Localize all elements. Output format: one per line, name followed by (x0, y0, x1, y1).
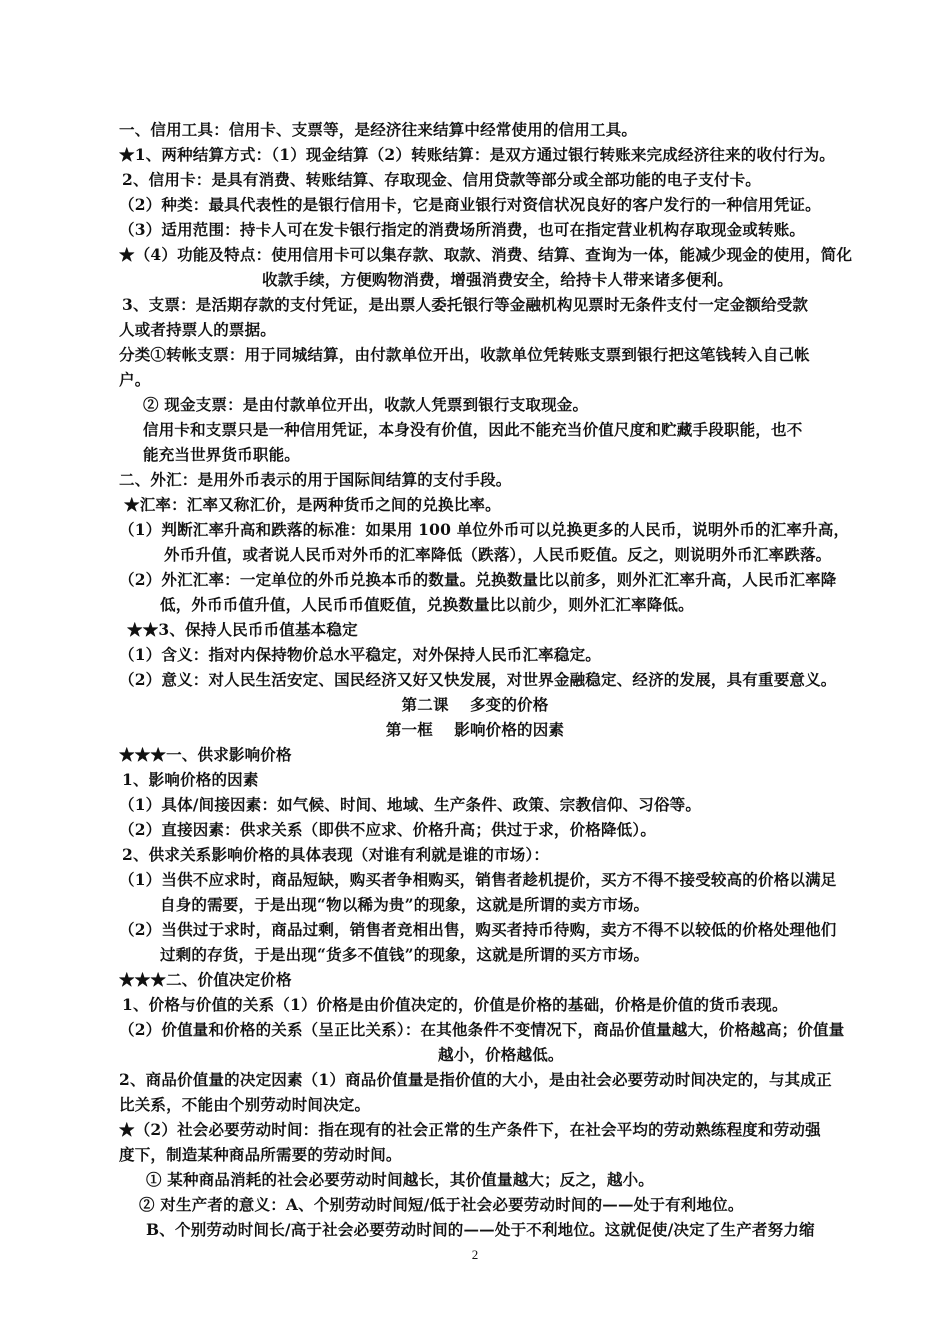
text-line-9: 人或者持票人的票据。 (119, 320, 277, 339)
text-line-17: （1）判断汇率升高和跌落的标准：如果用 100 单位外币可以兑换更多的人民币，说明外币的汇率升高， (119, 520, 850, 539)
text-line-20: 低，外币币值升值，人民币币值贬值，兑换数量比以前少，则外汇汇率降低。 (160, 595, 694, 614)
text-line-39: 2、商品价值量的决定因素（1）商品价值量是指价值的大小，是由社会必要劳动时间决定的，与其成正 (119, 1070, 832, 1089)
text-line-27: 1、影响价格的因素 (122, 770, 259, 789)
text-line-35: ★★★二、价值决定价格 (119, 970, 292, 989)
text-line-26: ★★★一、供求影响价格 (119, 745, 292, 764)
text-line-18: 外币升值，或者说人民币对外币的汇率降低（跌落），人民币贬值。反之，则说明外币汇率跌落。 (164, 545, 832, 564)
text-line-21: ★★3、保持人民币币值基本稳定 (127, 620, 358, 639)
text-line-10: 分类①转帐支票：用于同城结算，由付款单位开出，收款单位凭转账支票到银行把这笔钱转入自己帐 (119, 345, 810, 364)
text-line-7: 收款手续，方便购物消费，增强消费安全，给持卡人带来诸多便利。 (262, 270, 734, 289)
text-line-36: 1、价格与价值的关系（1）价格是由价值决定的，价值是价格的基础，价格是价值的货币表现。 (122, 995, 788, 1014)
text-line-41: ★（2）社会必要劳动时间：指在现有的社会正常的生产条件下，在社会平均的劳动熟练程度和劳动强 (119, 1120, 821, 1139)
text-line-34: 过剩的存货，于是出现“货多不值钱”的现象，这就是所谓的买方市场。 (160, 945, 650, 964)
text-line-32: 自身的需要，于是出现“物以稀为贵”的现象，这就是所谓的卖方市场。 (160, 895, 650, 914)
text-line-14: 能充当世界货币职能。 (143, 445, 301, 464)
text-line-37: （2）价值量和价格的关系（呈正比关系）：在其他条件不变情况下，商品价值量越大，价格越高；价值量 (119, 1020, 845, 1039)
page-number: 2 (471, 1247, 479, 1262)
text-line-4: （2）种类：最具代表性的是银行信用卡，它是商业银行对资信状况良好的客户发行的一种信用凭证。 (119, 195, 821, 214)
text-line-13: 信用卡和支票只是一种信用凭证，本身没有价值，因此不能充当价值尺度和贮藏手段职能，也不 (143, 420, 803, 439)
text-line-5: （3）适用范围：持卡人可在发卡银行指定的消费场所消费，也可在指定营业机构存取现金或转账。 (119, 220, 806, 239)
text-line-8: 3、支票：是活期存款的支付凭证，是出票人委托银行等金融机构见票时无条件支付一定金额给受款 (122, 295, 809, 314)
text-line-3: 2、信用卡：是具有消费、转账结算、存取现金、信用贷款等部分或全部功能的电子支付卡。 (122, 170, 761, 189)
text-line-16: ★汇率：汇率又称汇价，是两种货币之间的兑换比率。 (124, 495, 501, 514)
text-line-38: 越小，价格越低。 (438, 1045, 564, 1064)
text-line-31: （1）当供不应求时，商品短缺，购买者争相购买，销售者趁机提价，买方不得不接受较高的价格以满足 (119, 870, 837, 889)
lesson-title: 第二课 多变的价格 (401, 695, 549, 714)
text-line-23: （2）意义：对人民生活安定、国民经济又好又快发展，对世界金融稳定、经济的发展，具有重要意义。 (119, 670, 837, 689)
text-line-11: 户。 (119, 370, 151, 389)
text-line-1: 一、信用工具：信用卡、支票等，是经济往来结算中经常使用的信用工具。 (119, 120, 638, 139)
text-line-22: （1）含义：指对内保持物价总水平稳定，对外保持人民币汇率稳定。 (119, 645, 601, 664)
text-line-12: ② 现金支票：是由付款单位开出，收款人凭票到银行支取现金。 (143, 395, 589, 414)
text-line-6: ★（4）功能及特点：使用信用卡可以集存款、取款、消费、结算、查询为一体，能减少现金的使用，简化 (119, 245, 853, 264)
text-line-2: ★1、两种结算方式：（1）现金结算（2）转账结算：是双方通过银行转账来完成经济往来的收付行为。 (119, 145, 836, 164)
text-line-40: 比关系，不能由个别劳动时间决定。 (119, 1095, 371, 1114)
section-title: 第一框 影响价格的因素 (385, 720, 565, 739)
text-line-15: 二、外汇：是用外币表示的用于国际间结算的支付手段。 (119, 470, 512, 489)
text-line-28: （1）具体/间接因素：如气候、时间、地域、生产条件、政策、宗教信仰、习俗等。 (119, 795, 702, 814)
text-line-29: （2）直接因素：供求关系（即供不应求、价格升高；供过于求，价格降低）。 (119, 820, 657, 839)
text-line-19: （2）外汇汇率：一定单位的外币兑换本币的数量。兑换数量比以前多，则外汇汇率升高，人民币汇率降 (119, 570, 837, 589)
text-line-30: 2、供求关系影响价格的具体表现（对谁有利就是谁的市场）： (122, 845, 550, 864)
text-line-33: （2）当供过于求时，商品过剩，销售者竞相出售，购买者持币待购，卖方不得不以较低的价格处理他们 (119, 920, 837, 939)
text-line-42: 度下，制造某种商品所需要的劳动时间。 (119, 1145, 402, 1164)
text-line-43: ① 某种商品消耗的社会必要劳动时间越长，其价值量越大；反之，越小。 (146, 1170, 654, 1189)
text-line-44: ② 对生产者的意义：A、个别劳动时间短/低于社会必要劳动时间的——处于有利地位。 (139, 1195, 744, 1214)
text-line-45: B、个别劳动时间长/高于社会必要劳动时间的——处于不利地位。这就促使/决定了生产者努力缩 (146, 1220, 815, 1239)
